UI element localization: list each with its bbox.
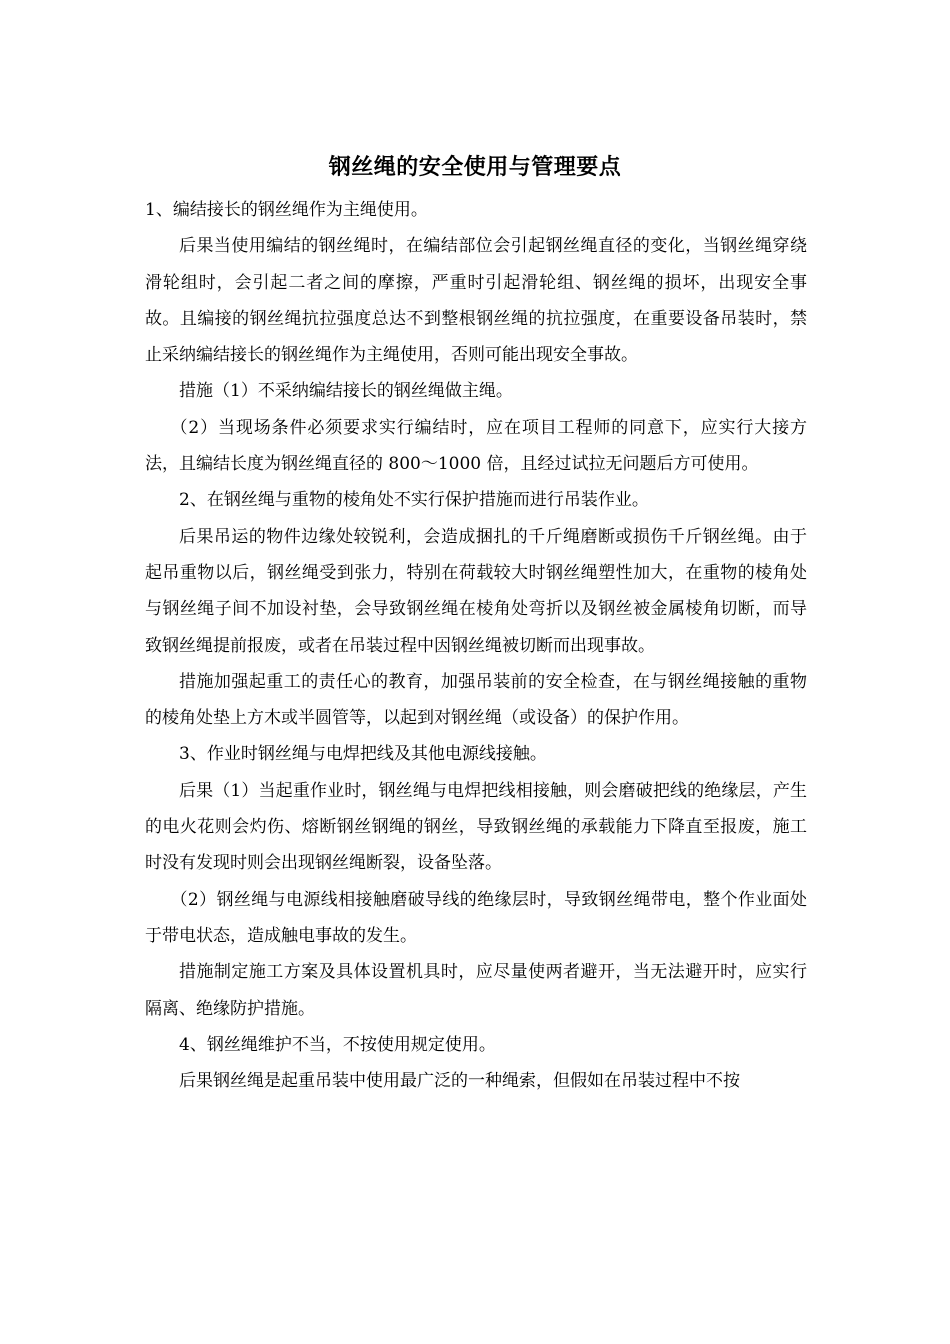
- section-heading-2: 2、在钢丝绳与重物的棱角处不实行保护措施而进行吊装作业。: [179, 490, 649, 511]
- document-body: [145, 192, 807, 1099]
- section-heading-1: 1、编结接长的钢丝绳作为主绳使用。: [145, 200, 428, 220]
- paragraph-measure-1: 措施（1）不采纳编结接长的钢丝绳做主绳。: [179, 381, 513, 402]
- paragraph-measure-3: 措施制定施工方案及具体设置机具时，应尽量使两者避开，当无法避开时，应实行隔离、绝缘防护措施。: [145, 962, 807, 1019]
- paragraph-consequence-3-2: （2）钢丝绳与电源线相接触磨破导线的绝缘层时，导致钢丝绳带电，整个作业面处于带电状态，造成触电事故的发生。: [145, 889, 807, 946]
- paragraph-measure-1-2: （2）当现场条件必须要求实行编结时，应在项目工程师的同意下，应实行大接方法，且编结长度为钢丝绳直径的 800～1000 倍，且经过试拉无问题后方可使用。: [145, 417, 807, 475]
- paragraph-consequence-2: 后果吊运的物件边缘处较锐利，会造成捆扎的千斤绳磨断或损伤千斤钢丝绳。由于起吊重物以后，钢丝绳受到张力，特别在荷载较大时钢丝绳塑性加大，在重物的棱角处与钢丝绳子间不加设衬垫，会导致钢丝绳在棱角处弯折以及钢丝被金属棱角切断，而导致钢丝绳提前报废，或者在吊装过程中因钢丝绳被切断而出现事故。: [145, 526, 807, 656]
- page-title: 钢丝绳的安全使用与管理要点: [328, 155, 622, 180]
- section-heading-4: 4、钢丝绳维护不当，不按使用规定使用。: [179, 1034, 496, 1055]
- section-heading-3: 3、作业时钢丝绳与电焊把线及其他电源线接触。: [179, 744, 547, 765]
- paragraph-consequence-1: 后果当使用编结的钢丝绳时，在编结部位会引起钢丝绳直径的变化，当钢丝绳穿绕滑轮组时，会引起二者之间的摩擦，严重时引起滑轮组、钢丝绳的损坏，出现安全事故。且编接的钢丝绳抗拉强度总达不到整根钢丝绳的抗拉强度，在重要设备吊装时，禁止采纳编结接长的钢丝绳作为主绳使用，否则可能出现安全事故。: [145, 236, 807, 366]
- paragraph-measure-2: 措施加强起重工的责任心的教育，加强吊装前的安全检查，在与钢丝绳接触的重物的棱角处垫上方木或半圆管等，以起到对钢丝绳（或设备）的保护作用。: [145, 671, 807, 729]
- paragraph-consequence-3: 后果（1）当起重作业时，钢丝绳与电焊把线相接触，则会磨破把线的绝缘层，产生的电火花则会灼伤、熔断钢丝钢绳的钢丝，导致钢丝绳的承载能力下降直至报废，施工时没有发现时则会出现钢丝绳断裂，设备坠落。: [145, 780, 807, 874]
- paragraph-consequence-4: 后果钢丝绳是起重吊装中使用最广泛的一种绳索，但假如在吊装过程中不按: [179, 1071, 740, 1092]
